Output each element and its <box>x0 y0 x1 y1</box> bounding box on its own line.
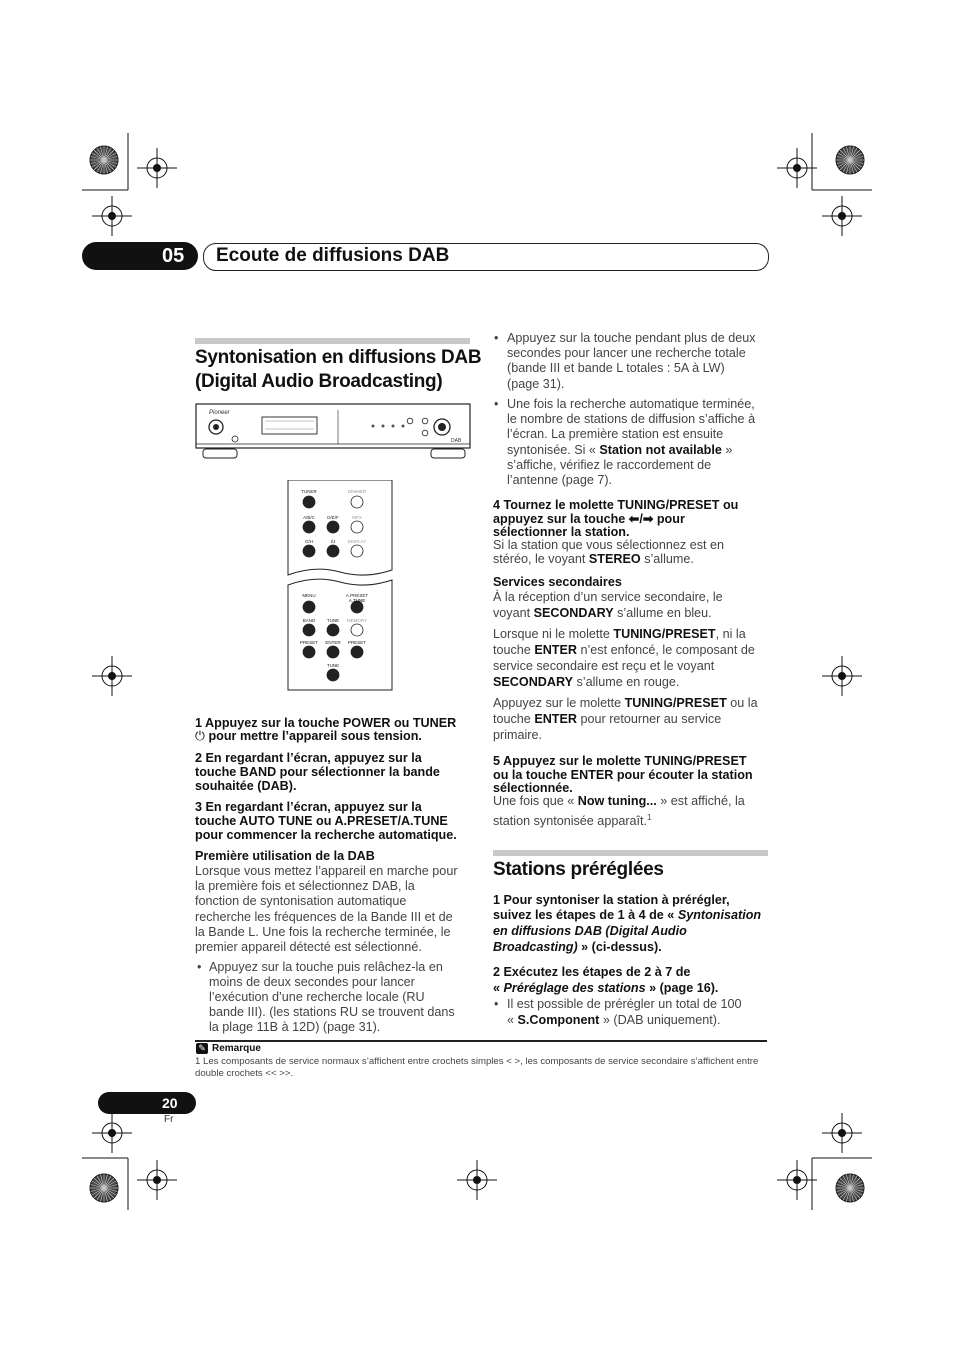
s2-bullet-line-2: « S.Component » (DAB uniquement). <box>507 1013 721 1027</box>
section2-title: Stations préréglées <box>493 859 664 880</box>
pencil-icon: ✎ <box>196 1043 208 1054</box>
remote-button-label: TUNER <box>301 489 317 494</box>
right-b2-line-1: le nombre de stations de diffusion s’affiche à <box>507 412 756 426</box>
remote-control-illustration <box>285 480 395 692</box>
svc2-line-2: touche ENTER n’est enfoncé, le composant de <box>493 643 755 657</box>
first-use-line-3: recherche les fréquences de la Bande III et de <box>195 910 453 924</box>
s2-step1-line-a: 1 Pour syntoniser la station à prérégler, <box>493 893 730 907</box>
chapter-title: Ecoute de diffusions DAB <box>216 245 450 266</box>
remote-button <box>303 545 315 557</box>
right-b2-line-3: syntonisée. Si « Station not available » <box>507 443 733 457</box>
remote-button-label: G/H <box>304 539 314 544</box>
crosshair-mark <box>92 656 132 696</box>
note-text: 1 Les composants de service normaux s’affichent entre crochets simples < >, les composants de service secondaire s’affichent entre double crochets << >>. <box>195 1056 759 1080</box>
first-use-line-4: la Bande L. Une fois la recherche terminée, le <box>195 925 451 939</box>
step-3-line-a: 3 En regardant l’écran, appuyez sur la <box>195 800 422 814</box>
remote-button-label: TUNE <box>326 663 340 668</box>
remote-button <box>303 646 315 658</box>
left-bullet-line-3: bande III). (les stations RU se trouvent dans <box>209 1005 455 1019</box>
left-bullet-line-1: moins de deux secondes pour lancer <box>209 975 415 989</box>
step-4-line-b: appuyez sur la touche ⬅/➡ pour <box>493 512 685 526</box>
remote-button <box>303 521 315 533</box>
section2-bar <box>493 850 768 856</box>
remote-button <box>351 521 363 533</box>
svc2-line-3: service secondaire est reçu et le voyant <box>493 659 715 673</box>
remote-button <box>351 646 363 658</box>
crosshair-mark <box>822 1113 862 1153</box>
registration-dial <box>836 1174 864 1202</box>
s2-step1-line-b: suivez les étapes de 1 à 4 de « Syntonisation <box>493 908 762 922</box>
remote-button-label: MPX <box>352 515 362 520</box>
remote-button-label: MEMORY <box>346 618 368 623</box>
svc2-line-1: Lorsque ni le molette TUNING/PRESET, ni la <box>493 627 746 641</box>
registration-dial <box>836 146 864 174</box>
step-3-line-b: touche AUTO TUNE ou A.PRESET/A.TUNE <box>195 814 448 828</box>
step-4-line-c: sélectionner la station. <box>493 525 630 539</box>
step-4-line-a: 4 Tournez le molette TUNING/PRESET ou <box>493 498 739 512</box>
right-b2-line-0: Une fois la recherche automatique terminée, <box>507 397 755 411</box>
step-2-line-a: 2 En regardant l’écran, appuyez sur la <box>195 751 422 765</box>
crosshair-mark <box>822 656 862 696</box>
crosshair-mark <box>92 1113 132 1153</box>
s2-step2-line-b: « Préréglage des stations » (page 16). <box>493 981 719 995</box>
remote-button-label: A/B/C <box>303 515 315 520</box>
remote-button-label: D/E/F <box>327 515 339 520</box>
step-5-text-1: Une fois que « Now tuning... » est affiché, la <box>493 794 745 808</box>
first-use-line-2: fonction de syntonisation automatique <box>195 894 407 908</box>
remote-button-label: A.PRESET <box>345 593 369 598</box>
crosshair-mark <box>137 1160 177 1200</box>
svc1-line-a: À la réception d’un service secondaire, le <box>493 590 723 604</box>
remote-button-label: TUNE <box>326 618 340 623</box>
crosshair-mark <box>822 196 862 236</box>
device-brand: Pioneer <box>209 410 230 416</box>
step-5-text-2: station syntonisée apparaît.$^1$ <box>493 813 652 829</box>
s2-step2-line-a: 2 Exécutez les étapes de 2 à 7 de <box>493 965 691 979</box>
remote-button-label: MENU <box>302 593 316 598</box>
services-heading: Services secondaires <box>493 575 622 589</box>
remote-button <box>303 624 315 636</box>
left-bullet-line-0: Appuyez sur la touche puis relâchez-la en <box>209 960 443 974</box>
first-use-line-5: premier appareil détecté est sélectionné. <box>195 940 422 954</box>
s2-step1-line-c: en diffusions DAB (Digital Audio <box>493 924 687 938</box>
svc2-line-4: SECONDARY s’allume en rouge. <box>493 675 680 689</box>
section-title-line2: (Digital Audio Broadcasting) <box>195 371 443 392</box>
svc3-line-1: Appuyez sur le molette TUNING/PRESET ou la <box>493 696 758 710</box>
crosshair-mark <box>457 1160 497 1200</box>
remote-button <box>351 496 363 508</box>
step-5-line-b: ou la touche ENTER pour écouter la station <box>493 768 753 782</box>
language-code: Fr <box>164 1114 174 1125</box>
chapter-number: 05 <box>162 245 185 267</box>
remote-button <box>303 601 315 613</box>
left-bullet-line-4: la plage 11B à 12D) (page 31). <box>209 1020 381 1034</box>
first-use-heading: Première utilisation de la DAB <box>195 849 375 863</box>
remote-button-label: PRESET <box>347 640 367 645</box>
remote-button <box>327 624 339 636</box>
note-rule <box>195 1040 767 1042</box>
crosshair-mark <box>92 196 132 236</box>
step-1-line-b-text: pour mettre l’appareil sous tension. <box>208 729 422 743</box>
step-5-line-a: 5 Appuyez sur le molette TUNING/PRESET <box>493 754 747 768</box>
right-b2-line-2: l’écran. La première station est ensuite <box>507 427 724 441</box>
step-4-text-2: stéréo, le voyant STEREO s’allume. <box>493 552 694 566</box>
step-1-line-b <box>195 729 422 743</box>
first-use-line-1: la première fois et sélectionnez DAB, la <box>195 879 415 893</box>
page-number-pill <box>98 1092 196 1114</box>
step-2-line-b: touche BAND pour sélectionner la bande <box>195 765 440 779</box>
svc3-line-3: primaire. <box>493 728 542 742</box>
section-bar <box>195 338 470 344</box>
remote-button-label: BAND <box>302 618 316 623</box>
remote-button <box>351 624 363 636</box>
crosshair-mark <box>777 148 817 188</box>
remote-button <box>327 545 339 557</box>
remote-button <box>327 646 339 658</box>
remote-button-label: PRESET <box>299 640 319 645</box>
first-use-line-0: Lorsque vous mettez l’appareil en marche pour <box>195 864 458 878</box>
registration-dial <box>90 146 118 174</box>
chapter-number-pill <box>82 242 198 270</box>
device-model: DAB <box>451 438 462 444</box>
remote-button-label: I/J <box>330 539 336 544</box>
step-1-line-a: 1 Appuyez sur la touche POWER ou TUNER <box>195 716 457 730</box>
remote-button-label: ENTER <box>325 640 341 645</box>
right-b1-line-0: Appuyez sur la touche pendant plus de deux <box>507 331 756 345</box>
svc1-line-b: voyant SECONDARY s’allume en bleu. <box>493 606 712 620</box>
step-5-line-c: sélectionnée. <box>493 781 573 795</box>
right-b2-line-4: s’affiche, vérifiez le raccordement de <box>507 458 712 472</box>
remote-button <box>327 669 339 681</box>
right-b1-line-3: (page 31). <box>507 377 565 391</box>
registration-dial <box>90 1174 118 1202</box>
crosshair-mark <box>137 148 177 188</box>
left-bullet-line-2: l’exécution d’une recherche locale (RU <box>209 990 425 1004</box>
remote-button <box>327 521 339 533</box>
crosshair-mark <box>777 1160 817 1200</box>
remote-button-label: DIMMER <box>347 489 367 494</box>
svc3-line-2: touche ENTER pour retourner au service <box>493 712 722 726</box>
remote-button <box>351 545 363 557</box>
step-4-text-1: Si la station que vous sélectionnez est en <box>493 538 725 552</box>
s2-step1-line-d: Broadcasting) » (ci-dessus). <box>493 940 662 954</box>
step-2-line-c: souhaitée (DAB). <box>195 779 297 793</box>
tuner-device-illustration <box>195 402 472 464</box>
right-b2-line-5: l’antenne (page 7). <box>507 473 613 487</box>
power-symbol-icon: ⏻ <box>195 729 209 743</box>
remote-button-label: A.TUNE <box>348 598 366 603</box>
s2-bullet-line-1: Il est possible de prérégler un total de 100 <box>507 997 742 1011</box>
remote-button <box>303 496 315 508</box>
right-b1-line-2: (bande III et bande L totales : 5A à LW) <box>507 361 725 375</box>
step-3-line-c: pour commencer la recherche automatique. <box>195 828 457 842</box>
page-number: 20 <box>162 1095 178 1111</box>
note-heading: Remarque <box>212 1043 261 1054</box>
remote-button-label: DISPLAY <box>347 539 367 544</box>
section-title-line1: Syntonisation en diffusions DAB <box>195 347 482 368</box>
right-b1-line-1: secondes pour lancer une recherche totale <box>507 346 746 360</box>
